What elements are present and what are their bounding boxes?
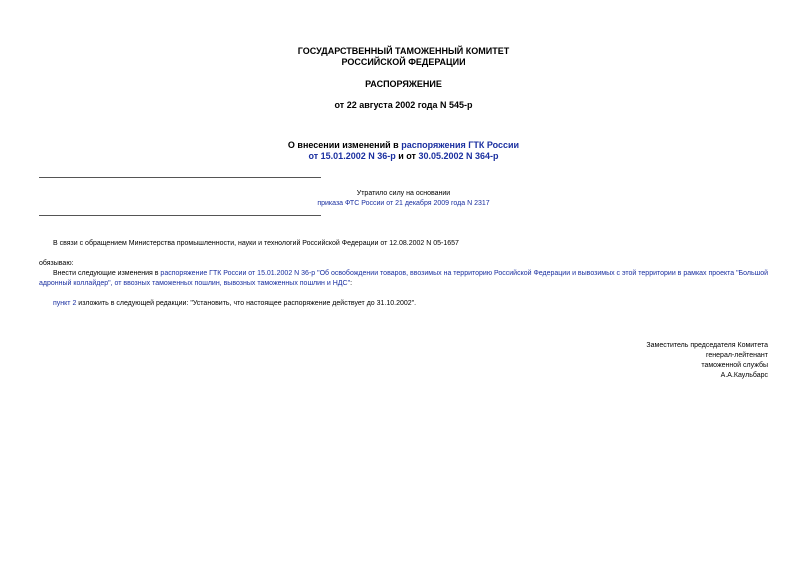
point-text: изложить в следующей редакции: "Установить, что настоящее распоряжение действует до 31.10.2002". [76,300,417,307]
divider-top [39,177,321,178]
signature-position: Заместитель председателя Комитета [646,342,768,349]
document-title-line2 [0,151,807,162]
signature-service: таможенной службы [701,362,768,369]
document-title-line1 [0,140,807,151]
divider-bottom [39,215,321,216]
item-prefix: Внести следующие изменения в [53,270,161,277]
title-link-orders[interactable]: распоряжения ГТК России [401,140,520,150]
status-link-order-2317[interactable]: приказа ФТС России от 21 декабря 2009 года N 2317 [317,200,490,207]
title-link-order-364[interactable]: 30.05.2002 N 364-р [418,151,499,161]
signature-rank: генерал-лейтенант [706,352,768,359]
status-note: Утратило силу на основании [356,190,451,197]
obligate-paragraph: обязываю: [39,260,74,267]
point-paragraph [53,299,773,309]
org-name-line1: ГОСУДАРСТВЕННЫЙ ТАМОЖЕННЫЙ КОМИТЕТ [297,46,510,56]
status-link-line [0,199,807,208]
item-paragraph [39,269,774,289]
title-middle: и от [395,151,419,161]
document-type: РАСПОРЯЖЕНИЕ [365,79,442,89]
org-name-line2: РОССИЙСКОЙ ФЕДЕРАЦИИ [341,57,466,67]
item-suffix: : [350,280,353,287]
intro-paragraph: В связи с обращением Министерства промышленности, науки и технологий Российской Федерации от 12.08.2002 N 05-1657 [53,240,459,247]
title-prefix: О внесении изменений в [287,140,402,150]
document-date-number: от 22 августа 2002 года N 545-р [334,100,473,110]
point-link[interactable]: пункт 2 [53,300,77,307]
item-link-order-36[interactable]: распоряжение ГТК России от 15.01.2002 N 36-р "Об освобождении товаров, ввозимых на территорию Российской Федерации и вывозимых с этой территории в рамках проекта "Большой адронный коллайдер", от ввозных таможенных пошлин, вывозных таможенных пошлин и НДС" [39,270,769,287]
title-link-order-36[interactable]: от 15.01.2002 N 36-р [308,151,396,161]
signature-name: А.А.Каульбарс [720,372,768,379]
